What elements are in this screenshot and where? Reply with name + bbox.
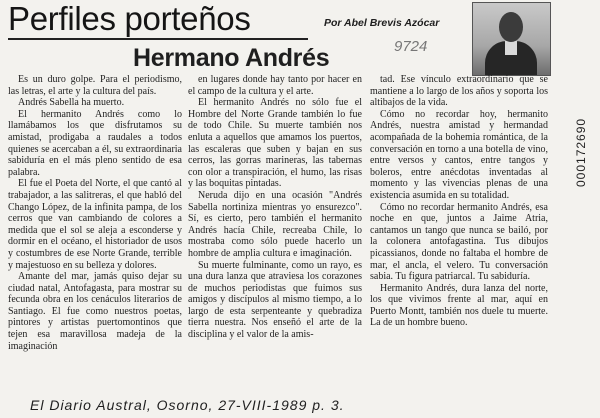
author-photo: [472, 2, 551, 76]
archive-stamp: 9724: [394, 38, 428, 55]
paragraph: Andrés Sabella ha muerto.: [18, 97, 125, 109]
article-column-2: [188, 74, 362, 394]
paragraph: El fue el Poeta del Norte, el que cantó al trabajador, a las salitreras, el que habló del Chango López, de la infinita pampa, de los cerros que van cambiando de colores a medida que el sol se aleja a esconderse y dormir en el océano, el historiador de usos y costumbres de ese Norte Grande, terrible y majestuoso en su belleza y dolores.: [8, 178, 182, 271]
paragraph: Su muerte fulminante, como un rayo, es una dura lanza que atraviesa los corazones de muchos periodistas que fuimos sus amigos y discípulos al mismo tiempo, a lo largo de esta serpenteante y quebradiza tierra nuestra. Nos enseñó el arte de la disciplina y el valor de la amis-: [188, 259, 362, 341]
paragraph: en lugares donde hay tanto por hacer en el campo de la cultura y el arte.: [188, 74, 362, 97]
paragraph: El hermanito Andrés no sólo fue el Hombre del Norte Grande también lo fue de todo Chile. Su muerte también nos enluta a aquellos que amamos los puertos, las escaleras que suben y bajan en sus cerros, las gorras marineras, las tabernas con olor a transpiración, el humo, las risas y las boquitas pintadas.: [188, 97, 362, 190]
paragraph: Es un duro golpe. Para el periodismo, las letras, el arte y la cultura del país.: [8, 74, 182, 97]
section-heading: Perfiles porteños: [8, 0, 251, 37]
byline: Por Abel Brevis Azócar: [324, 17, 440, 29]
paragraph: Amante del mar, jamás quiso dejar su ciudad natal, Antofagasta, para mostrar su fecunda obra en los cenáculos literarios de Santiago. El fue como nuestros poetas, pintores y artistas puertomontinos que tejen esa maravillosa madeja de la imaginación: [8, 271, 182, 352]
paragraph: Cómo no recordar hermanito Andrés, esa noche en que, juntos a Jaime Atria, cantamos un tango que nunca se bailó, por la colonera antofagastina. Tus dibujos picassianos, donde no faltaba el hombre de mar, el ancla, el velero. Tu conversación sabia. Tu figura patriarcal. Tu sabiduría.: [370, 201, 548, 283]
paragraph: Neruda dijo en una ocasión "Andrés Sabella nortiniza mientras yo ensurezco". Sí, es cierto, pero también el hermanito Andrés hacía Chile, recreaba Chile, lo mostraba como sólo puede hacerlo un hombre de amplia cultura e imaginación.: [188, 189, 362, 259]
article-title: Hermano Andrés: [133, 44, 330, 72]
margin-code: [566, 20, 596, 190]
paragraph: El hermanito Andrés como lo llamábamos los que disfrutamos su amistad, prodigaba a raudales a todos quienes se acercaban a él, su extraordinaria sabiduría en el más pleno sentido de esa palabra.: [8, 108, 182, 178]
handwritten-source-note: El Diario Austral, Osorno, 27-VIII-1989 p. 3.: [30, 397, 345, 413]
paragraph: tad. Ese vínculo extraordinario que se mantiene a lo largo de los años y soporta los altibajos de la vida.: [370, 74, 548, 109]
article-column-3: [370, 74, 548, 394]
paragraph: Cómo no recordar hoy, hermanito Andrés, nuestra amistad y hermandad acompañada de la bohemia romántica, de la conversación en torno a una botella de vino, entre versos y cantos, entre tangos y boleros, entre anécdotas inventadas al momento y las vivencias plenas de una existencia asumida en su totalidad.: [370, 108, 548, 201]
section-rule: [8, 38, 308, 40]
paragraph: Hermanito Andrés, dura lanza del norte, los que vivimos frente al mar, aquí en Puerto Montt, también nos duele tu muerte. La de un hombre bueno.: [370, 282, 548, 329]
article-column-1: [8, 74, 182, 394]
margin-code-text: 000172690: [574, 117, 588, 187]
